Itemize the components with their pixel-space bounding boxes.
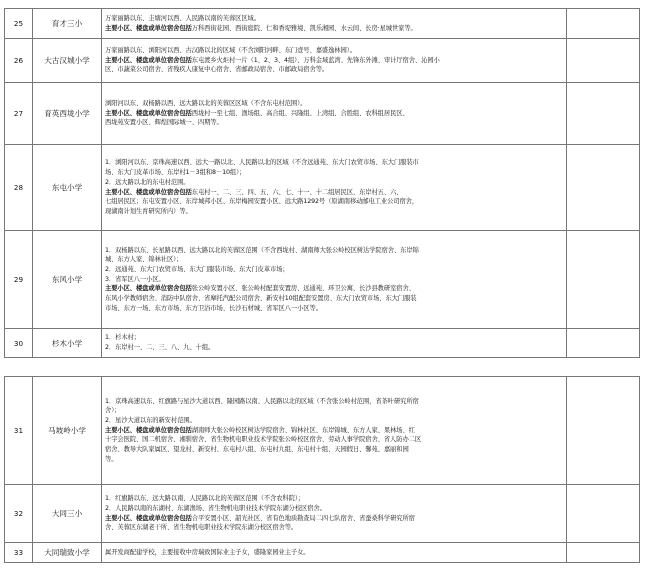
description-line [105, 514, 563, 524]
admission-table-lower [4, 376, 640, 563]
description-line [105, 24, 563, 34]
remarks-cell [567, 377, 640, 485]
text-segment: 现湖南计划生育研究所内）等。 [105, 207, 192, 215]
remarks-cell [567, 543, 640, 563]
text-segment: 宿舍、教导大队家属区、望龙村、新安村、东屯村八组、东屯村九组、东屯村十组、天园假日、馨苑、嘉丽和园 [105, 446, 409, 454]
text-segment: 属开发商配建学校，主要接收中房瑞致国际业主子女，盛隆家园业主子女。 [105, 548, 310, 556]
description-line [105, 56, 563, 66]
key-phrase: 主要小区、楼盘或单位宿舍包括 [105, 56, 192, 64]
enrollment-area-description [102, 543, 567, 563]
row-number: 31 [5, 377, 33, 485]
description-line [105, 406, 563, 416]
text-segment: 西垅村一至七组、渔场组、高合组、兴隆组、上湾组、合胜组、农科组居民区、 [191, 109, 409, 117]
description-line [105, 304, 563, 314]
school-row [5, 329, 640, 358]
key-phrase: 主要小区、楼盘或单位宿舍包括 [105, 24, 192, 32]
description-line [105, 109, 563, 119]
row-number: 29 [5, 231, 33, 329]
description-line [105, 523, 563, 533]
description-line [105, 188, 563, 198]
school-name: 大同瑞致小学 [33, 543, 102, 563]
remarks-cell [567, 485, 640, 543]
school-name: 东屯小学 [33, 145, 102, 231]
text-segment: 浏阳河以东、双杨路以西、远大路以北的芙蓉区区域（不含东屯村范围）。 [105, 99, 307, 107]
text-segment: 七组居民区；东屯安置小区、东岸城邦小区、东岸梅园安置小区、远大路1292号（原湖南移动邮电工业公司宿舍， [105, 198, 419, 206]
description-line [105, 426, 563, 436]
key-phrase: 主要小区、楼盘或单位宿舍包括 [105, 188, 192, 196]
remarks-cell [567, 145, 640, 231]
text-segment: 西垅苑安置小区、辉煌国际城一、四期等。 [105, 119, 223, 127]
text-segment: 舍、芙蓉区东湖老干所、省生物机电职业技术学院东湖分校区宿舍等。 [105, 524, 298, 532]
school-row [5, 39, 640, 83]
text-segment: 舍）； [105, 407, 121, 415]
text-segment: 万家丽路以东、浏阳河以西、古汉路以北的区域（不含浏阳河畔、东门壹号、嘉盛逸林园）。 [105, 46, 356, 54]
text-segment: 万家丽路以东、圭塘河以西、人民路以南的芙蓉区区域。 [105, 14, 260, 22]
description-line [105, 168, 563, 178]
description-line [105, 494, 563, 504]
text-segment: 万科西街花园、西街庭院、仁和香堤雅境、凯乐湘园、水云间、长房·星城世家等。 [191, 24, 417, 32]
text-segment: 1．浏阳河以东、京珠高速以西、远大一路以北、人民路以北的区域（不含远通苑、东大门农贸市场、东大门服装市 [105, 159, 419, 167]
row-number: 32 [5, 485, 33, 543]
row-number: 26 [5, 39, 33, 83]
school-name: 马坡岭小学 [33, 377, 102, 485]
row-number: 30 [5, 329, 33, 358]
text-segment: 3．省军区八一小区。 [105, 275, 165, 283]
description-line [105, 99, 563, 109]
row-number: 27 [5, 83, 33, 145]
text-segment: 张公岭安置小区、张公岭村配套安置房、远通苑、环卫公寓、长沙县教研室宿舍、 [191, 285, 415, 293]
text-segment: 东屯渡乡火炬村一片（1、2、3、4组）、万科金域蓝湾、先锋东外滩、审计厅宿舍、沁园小 [191, 56, 440, 64]
enrollment-area-description [102, 145, 567, 231]
admission-table-upper [4, 8, 640, 358]
text-segment: 市场、东方一场、东方市场、东方卫浴市场、长沙石材城、省军区八一小区等。 [105, 304, 322, 312]
text-segment: 东屯村一、二、三、四、五、六、七、十一、十二组居民区、东岸村五、六、 [191, 188, 403, 196]
description-line [105, 197, 563, 207]
enrollment-area-description [102, 329, 567, 358]
key-phrase: 主要小区、楼盘或单位宿舍包括 [105, 514, 192, 522]
enrollment-area-description [102, 83, 567, 145]
description-line [105, 455, 563, 465]
text-segment: 等。 [105, 455, 118, 463]
text-segment: 东风小学教师宿舍、消防中队宿舍、省摩托汽配公司宿舍、新安村10组配套安置房、东大门农贸市场、东大门服装 [105, 295, 417, 303]
description-line [105, 46, 563, 56]
remarks-cell [567, 39, 640, 83]
enrollment-area-description [102, 9, 567, 39]
text-segment: 湖南师大张公岭校区树达学院宿舍、锦林社区、东岸锦城、东方人家、果林场、红 [191, 426, 415, 434]
remarks-cell [567, 83, 640, 145]
description-line [105, 445, 563, 455]
text-segment: 2．人民路以南的东湖村、东湖渔场、省生物机电职业技术学院东湖分校区宿舍。 [105, 504, 326, 512]
description-line [105, 333, 563, 343]
text-segment: 1．杉木村； [105, 334, 140, 342]
description-line [105, 435, 563, 445]
remarks-cell [567, 9, 640, 39]
school-name: 育英西垅小学 [33, 83, 102, 145]
school-row [5, 231, 640, 329]
description-line [105, 275, 563, 285]
school-row [5, 543, 640, 563]
remarks-cell [567, 329, 640, 358]
school-name: 杉木小学 [33, 329, 102, 358]
description-line [105, 397, 563, 407]
description-line [105, 548, 563, 558]
school-row [5, 145, 640, 231]
text-segment: 2．远通苑、东大门农贸市场、东大门服装市场、东大门皮革市场； [105, 265, 289, 273]
row-number: 25 [5, 9, 33, 39]
school-row [5, 83, 640, 145]
text-segment: 2．星沙大道以东的新安村范围。 [105, 416, 196, 424]
description-line [105, 416, 563, 426]
row-number: 28 [5, 145, 33, 231]
description-line [105, 207, 563, 217]
description-line [105, 118, 563, 128]
description-line [105, 294, 563, 304]
school-row [5, 377, 640, 485]
description-line [105, 65, 563, 75]
text-segment: 场、东大门皮革市场、东岸村1－3组和8－10组）； [105, 169, 246, 177]
enrollment-area-description [102, 39, 567, 83]
enrollment-area-description [102, 485, 567, 543]
remarks-cell [567, 231, 640, 329]
row-number: 33 [5, 543, 33, 563]
description-line [105, 343, 563, 353]
text-segment: 十字会医院、国二机宿舍、湘驯宿舍、省生物机电职业技术学院张公岭校区宿舍、劳动人事学院宿舍、省人防办二区 [105, 436, 422, 444]
description-line [105, 158, 563, 168]
text-segment: 2．远大路以北的东屯村范围。 [105, 178, 190, 186]
description-line [105, 265, 563, 275]
text-segment: 区、市蔬菜公司宿舍、省残疾人康复中心宿舍、省邮政局宿舍、市邮政局宿舍等。 [105, 66, 329, 74]
school-name: 大同三小 [33, 485, 102, 543]
school-row [5, 485, 640, 543]
school-name: 大古汉城小学 [33, 39, 102, 83]
description-line [105, 14, 563, 24]
enrollment-area-description [102, 377, 567, 485]
school-name: 东风小学 [33, 231, 102, 329]
key-phrase: 主要小区、楼盘或单位宿舍包括 [105, 285, 192, 293]
description-line [105, 178, 563, 188]
text-segment: 2．东岸村一、二、三、八、九、十组。 [105, 344, 215, 351]
text-segment: 1．双杨路以东、长星路以西、远大路以北的芙蓉区范围（不含西垅村、湖南师大张公岭校区树达学院宿舍、东岸锦 [105, 246, 419, 254]
enrollment-area-description [102, 231, 567, 329]
description-line [105, 504, 563, 514]
text-segment: 合平安置小区、韶光社区、省有色地质勘查局二四七队宿舍、省蚕桑科学研究所宿 [191, 514, 415, 522]
description-line [105, 284, 563, 294]
school-name: 育才三小 [33, 9, 102, 39]
text-segment: 城、东方人家、锦林社区）； [105, 256, 183, 264]
description-line [105, 246, 563, 256]
key-phrase: 主要小区、楼盘或单位宿舍包括 [105, 109, 192, 117]
school-row [5, 9, 640, 39]
description-line [105, 255, 563, 265]
text-segment: 1．红旗路以东、远大路以南、人民路以北的芙蓉区范围（不含农科院）； [105, 495, 305, 503]
text-segment: 1．京珠高速以东、红旗路与星沙大道以西、隆园路以南、人民路以北的区域（不含张公岭村范围，省茶叶研究所宿 [105, 397, 419, 405]
key-phrase: 主要小区、楼盘或单位宿舍包括 [105, 426, 192, 434]
